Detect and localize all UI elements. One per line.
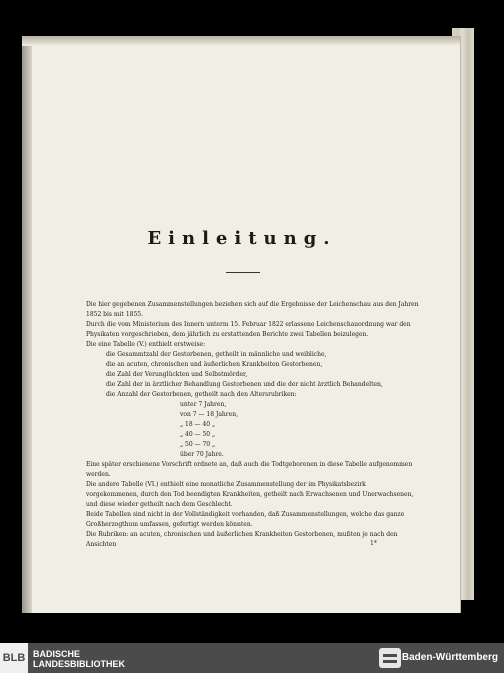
paragraph: Die eine Tabelle (V.) enthielt erstweise: [86,341,206,348]
tabelle-list [70,350,420,400]
paragraph: Die andere Tabelle (VI.) enthielt eine monatliche Zusammenstellung der im Physikatsbezirk vorgekommenen, durch den Tod beendigten Krankheiten, getheilt nach Erwachsenen und Unerwachsenen, und diese wieder getheilt nach dem Geschlecht. [86,481,414,508]
list-item: die an acuten, chronischen und äußerlichen Krankheiten Gestorbenen, [106,361,323,368]
age-groups [70,400,420,460]
age-group: von 7 — 18 Jahren, [180,411,238,418]
page-number: 1* [370,540,377,547]
list-item: die Zahl der in ärztlicher Behandlung Gestorbenen und die der nicht ärztlich Behandelten, [106,381,383,388]
paragraph: Durch die vom Ministerium des Innern unterm 15. Februar 1822 erlassene Leichenschauordnung war den Physikaten vorgeschrieben, dem jährlich zu erstattenden Berichte zwei Tabellen beizulegen. [86,321,411,338]
library-name-line2: LANDESBIBLIOTHEK [33,659,125,669]
title-rule [226,272,260,273]
age-group: „ 18 — 40 „ [180,421,216,428]
age-group: „ 50 — 70 „ [180,441,216,448]
age-group: über 70 Jahre. [180,451,224,458]
list-item: die Gesammtzahl der Gestorbenen, getheilt in männliche und weibliche, [106,351,327,358]
paragraph: Die Rubriken: an acuten, chronischen und äußerlichen Krankheiten Gestorbenen, mußten je nach den Ansichten [86,531,398,548]
state-emblem-icon[interactable] [379,648,401,668]
list-item: die Anzahl der Gestorbenen, getheilt nach den Altersrubriken: [106,391,297,398]
list-item: die Zahl der Verunglückten und Selbstmörder, [106,371,248,378]
document-body [70,300,420,550]
paragraph: Die hier gegebenen Zusammenstellungen beziehen sich auf die Ergebnisse der Leichenschau aus den Jahren 1852 bis mit 1855. [86,301,419,318]
paragraph: Beide Tabellen sind nicht in der Vollständigkeit vorhanden, daß Zusammenstellungen, welche das ganze Großherzogthum umfassen, gefertigt werden könnten. [86,511,405,528]
footer-bar [0,643,504,673]
library-name-line1: BADISCHE [33,649,81,659]
document-title: Einleitung. [147,228,337,249]
state-label[interactable]: Baden-Württemberg [401,652,498,663]
page-gutter [22,36,32,613]
library-name[interactable] [33,649,125,669]
age-group: „ 40 — 50 „ [180,431,216,438]
age-group: unter 7 Jahren, [180,401,227,408]
paragraph: Eine später erschienene Vorschrift ordnete an, daß auch die Todtgeborenen in diese Tabelle aufgenommen werden. [86,461,413,478]
blb-logo-icon[interactable]: BLB [0,643,28,673]
page-top-shadow [22,36,460,46]
